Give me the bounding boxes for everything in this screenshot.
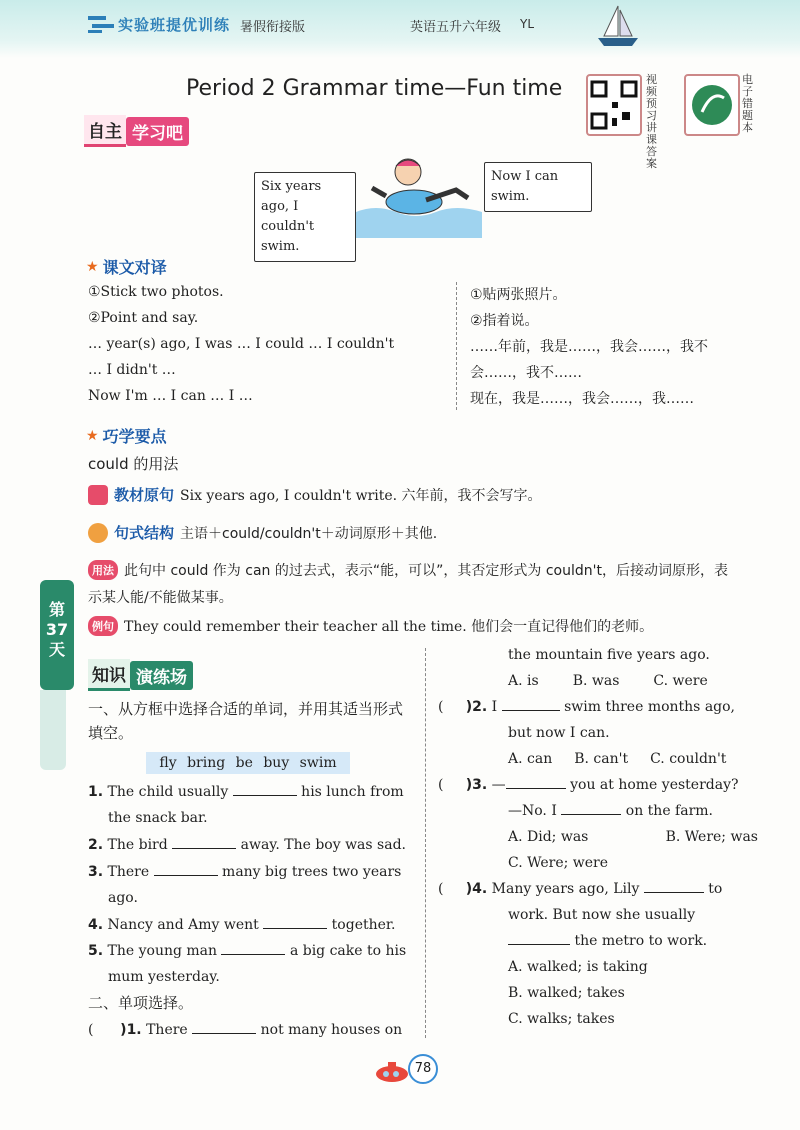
sailboat-icon	[594, 4, 642, 50]
grade-label: 英语五升六年级	[410, 20, 502, 35]
option-b[interactable]: B. Were; was	[665, 829, 758, 845]
mc-q4-line3	[508, 928, 707, 954]
answer-blank[interactable]	[192, 1020, 256, 1034]
textbook-sentence-row	[88, 484, 542, 505]
mc-q3-line2	[508, 798, 713, 824]
mc-q2	[438, 694, 735, 720]
option-b[interactable]: B. walked; takes	[508, 985, 625, 1001]
part1-title-2: 填空。	[88, 724, 134, 742]
structure-text: 主语＋could/couldn't＋动词原形＋其他.	[180, 525, 438, 542]
fill-q2	[88, 832, 406, 858]
option-c[interactable]: C. were	[653, 673, 708, 689]
mc-q1-cont: the mountain five years ago.	[508, 647, 710, 663]
star-icon: ★	[86, 258, 99, 275]
badge-part-b: 演练场	[130, 661, 193, 690]
could-usage-subheading: could 的用法	[88, 455, 179, 473]
qr-code-video[interactable]	[586, 74, 642, 136]
q-text: on the farm.	[625, 803, 714, 819]
q-text: together.	[331, 917, 396, 933]
mc-q2-cont: but now I can.	[508, 725, 610, 741]
pencil-icon	[88, 523, 108, 543]
day-tab-line-2: 37	[45, 620, 69, 639]
heading-keypoints	[86, 424, 167, 447]
q-text: The bird	[107, 837, 168, 853]
structure-row	[88, 522, 437, 543]
speech-bubble-left: Six years ago, I couldn't swim.	[254, 172, 356, 262]
qr-circle-icon	[686, 76, 738, 134]
q-text: The young man	[107, 943, 218, 959]
structure-label: 句式结构	[114, 524, 175, 542]
fill-q5	[88, 938, 406, 964]
q-num: 5.	[88, 943, 104, 959]
answer-blank[interactable]	[172, 835, 236, 849]
translation-zh-3: ……年前，我是……，我会……，我不	[470, 339, 708, 355]
usage-row	[88, 560, 728, 580]
translation-en-1: ①Stick two photos.	[88, 284, 224, 300]
q-num: 1.	[88, 784, 104, 800]
answer-blank[interactable]	[561, 801, 621, 815]
fill-q1-cont: the snack bar.	[108, 810, 208, 826]
q-text: There	[146, 1022, 188, 1038]
example-sentence: They could remember their teacher all the time. 他们会一直记得他们的老师。	[124, 619, 654, 635]
q-num: 3.	[88, 864, 104, 880]
paren-open: (	[438, 881, 444, 897]
q-text: —No. I	[508, 803, 557, 819]
q-text: swim three months ago,	[564, 699, 736, 715]
translation-zh-1: ①贴两张照片。	[470, 287, 567, 303]
textbook-sentence: Six years ago, I couldn't write. 六年前，我不会写字。	[180, 487, 542, 504]
paren-open: (	[438, 777, 444, 793]
answer-blank[interactable]	[154, 862, 218, 876]
translation-en-2: ②Point and say.	[88, 310, 199, 326]
q-text: —	[491, 777, 506, 793]
answer-blank[interactable]	[508, 931, 570, 945]
q-text: you at home yesterday?	[570, 777, 739, 793]
q-text: the metro to work.	[574, 933, 708, 949]
heading-translation-text: 课文对译	[102, 258, 167, 277]
option-a[interactable]: A. can	[508, 751, 553, 767]
speech-bubble-right: Now I can swim.	[484, 162, 592, 212]
part1-title-1: 一、从方框中选择合适的单词，并用其适当形式	[88, 700, 404, 718]
badge-part-b: 学习吧	[126, 117, 189, 146]
example-pill: 例句	[88, 616, 118, 636]
q-num: )4.	[465, 881, 488, 897]
mc-q3-options-1	[508, 824, 758, 850]
option-c[interactable]: C. walks; takes	[508, 1011, 615, 1027]
q-text: I	[491, 699, 498, 715]
day-tab-line-3: 天	[48, 640, 65, 659]
option-b[interactable]: B. was	[572, 673, 620, 689]
badge-part-a: 自主	[84, 115, 126, 147]
fill-q1	[88, 779, 418, 805]
paren-open: (	[88, 1022, 94, 1038]
star-icon: ★	[86, 427, 99, 444]
heading-keypoints-text: 巧学要点	[102, 427, 167, 446]
q-text: to	[708, 881, 723, 897]
qr-code-errorbook[interactable]	[684, 74, 740, 136]
qr-errorbook-label: 电子错题本	[742, 73, 753, 134]
fill-q3	[88, 859, 401, 885]
q-num: 2.	[88, 837, 104, 853]
mc-q1	[88, 1017, 402, 1043]
q-text: There	[107, 864, 150, 880]
option-a[interactable]: A. Did; was	[508, 829, 589, 845]
part2-title: 二、单项选择。	[88, 994, 194, 1012]
mc-q1-options	[508, 668, 708, 694]
textbook-label: 教材原句	[114, 486, 175, 504]
answer-blank[interactable]	[221, 941, 285, 955]
day-side-tab	[40, 580, 74, 690]
translation-zh-4: 会……，我不……	[470, 365, 582, 381]
q-text: away. The boy was sad.	[240, 837, 406, 853]
option-c[interactable]: C. couldn't	[650, 751, 727, 767]
side-strip	[40, 690, 66, 770]
series-logo-icon	[86, 12, 116, 36]
translation-zh-5: 现在，我是……，我会……，我……	[470, 391, 694, 407]
fill-q3-cont: ago.	[108, 890, 138, 906]
q-text: Nancy and Amy went	[107, 917, 259, 933]
option-a[interactable]: A. is	[508, 673, 539, 689]
q-text: many big trees two years	[222, 864, 402, 880]
q-num: )3.	[465, 777, 488, 793]
mc-q3	[438, 772, 739, 798]
q-text: his lunch from	[301, 784, 404, 800]
option-c[interactable]: C. Were; were	[508, 855, 609, 871]
q-text: not many houses on	[260, 1022, 403, 1038]
translation-en-3: … year(s) ago, I was … I could … I couldn't	[88, 336, 395, 352]
series-title: 实验班提优训练	[118, 16, 231, 34]
translation-en-4: … I didn't …	[88, 362, 176, 378]
translation-en-5: Now I'm … I can … I …	[88, 388, 253, 404]
fill-q5-cont: mum yesterday.	[108, 969, 220, 985]
q-num: 4.	[88, 917, 104, 933]
example-row	[88, 616, 653, 636]
qr-pattern-icon	[588, 76, 640, 134]
usage-line-2: 示某人能/不能做某事。	[88, 590, 233, 606]
section-badge-practice	[88, 662, 193, 688]
heading-translation	[86, 255, 167, 278]
translation-zh-2: ②指着说。	[470, 313, 539, 329]
word-box: fly bring be buy swim	[146, 752, 350, 774]
option-b[interactable]: B. can't	[574, 751, 629, 767]
mc-q4	[438, 876, 760, 902]
answer-blank[interactable]	[502, 697, 560, 711]
translation-divider	[456, 282, 457, 410]
q-text: The child usually	[107, 784, 229, 800]
paren-open: (	[438, 699, 444, 715]
answer-blank[interactable]	[233, 782, 297, 796]
mc-q2-options	[508, 746, 726, 772]
qr-video-label: 视频预习讲课答案	[646, 73, 657, 170]
answer-blank[interactable]	[644, 879, 704, 893]
answer-blank[interactable]	[506, 775, 566, 789]
usage-line-1: 此句中 could 作为 can 的过去式，表示“能，可以”，其否定形式为 couldn't，后接动词原形，表	[124, 563, 728, 579]
badge-part-a: 知识	[88, 659, 130, 691]
page-title: Period 2 Grammar time—Fun time	[186, 76, 563, 101]
answer-blank[interactable]	[263, 915, 327, 929]
q-num: )1.	[120, 1022, 142, 1038]
fill-q4	[88, 912, 396, 938]
page-number: 78	[408, 1054, 438, 1084]
swimmer-illustration-icon	[356, 150, 482, 238]
section-badge-self-study	[84, 118, 189, 144]
edition-label: 暑假衔接版	[240, 20, 306, 35]
q-text: Many years ago, Lily	[491, 881, 640, 897]
mc-q4-line2: work. But now she usually	[508, 907, 696, 923]
submarine-icon	[372, 1054, 412, 1084]
q-num: )2.	[465, 699, 488, 715]
q-text: a big cake to his	[289, 943, 407, 959]
usage-pill: 用法	[88, 560, 118, 580]
day-tab-line-1: 第	[48, 600, 65, 619]
column-divider	[425, 648, 426, 1038]
option-a[interactable]: A. walked; is taking	[508, 959, 648, 975]
book-icon	[88, 485, 108, 505]
code-label: YL	[520, 17, 535, 31]
